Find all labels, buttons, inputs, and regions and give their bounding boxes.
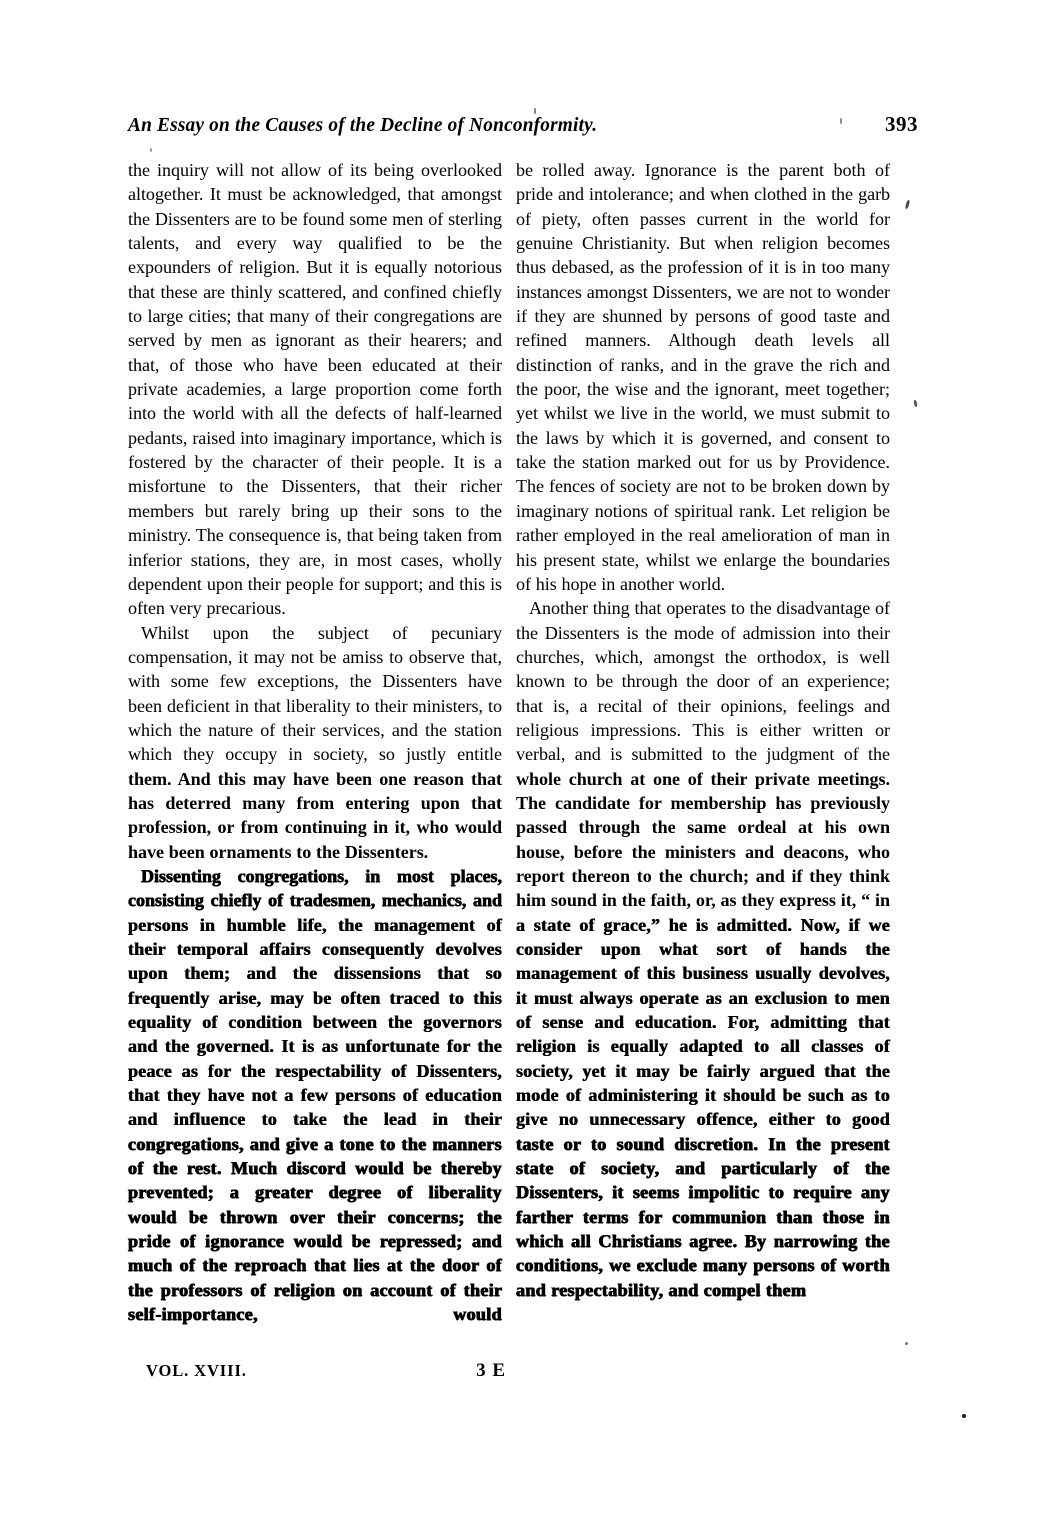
paragraph: Another thing that operates to the disadvantage of the Dissenters is the mode of admission into their churches, which, amongst the orthodox, is well known to be through the door of an experience; that is, a recital of their opinions, feelings and religious impressions. This is either written or verbal, and is submitted to the judgment of the whole church at one of their private meetings. The candidate for membership has previously passed through the same ordeal at his own house, before the ministers and deacons, who report thereon to the church; and if they think him sound in the faith, or, as they express it, “ in a state of grace,” he is admitted. Now, if we consider upon what sort of hands the management of this business usually devolves, it must always operate as an exclusion to men of sense and education. For, admitting that religion is equally adapted to all classes of society, yet it may be fairly argued that the mode of administering it should be such as to give no unnecessary offence, either to good taste or to sound discretion. In the present state of society, and particularly of the Dissenters, it seems impolitic to require any farther terms for communion than those in which all Christians agree. By narrowing the conditions, we exclude many persons of worth and respectability, and compel them — [516, 598, 891, 1300]
running-head — [128, 112, 918, 142]
scan-speck — [905, 200, 910, 209]
footer-collation-line — [146, 1360, 506, 1382]
paragraph: Dissenting congregations, in most places, consisting chiefly of tradesmen, mechanics, and persons in humble life, the management of their temporal affairs consequently devolves upon them; and the dissensions that so frequently arise, may be often traced to this equality of condition between the governors and the governed. It is as unfortunate for the peace as for the respectability of Dissenters, that they have not a few persons of education and influence to take the lead in their congregations, and give a tone to the manners of the rest. Much discord would be thereby prevented; a greater degree of liberality would be thrown over their concerns; the pride of ignorance would be repressed; and much of the reproach that lies at the door of the professors of religion on account of their self-importance, would — [128, 865, 503, 1325]
paragraph: Whilst upon the subject of pecuniary compensation, it may not be amiss to observe that, with some few exceptions, the Dissenters have been deficient in that liberality to their ministers, to which the nature of their services, and the station which they occupy in society, so justly entitle them. And this may have been one reason that has deterred many from entering upon that profession, or from continuing in it, who would have been ornaments to the Dissenters. — [128, 622, 503, 862]
scan-speck — [905, 1342, 908, 1345]
signature-mark: 3 E — [476, 1360, 506, 1381]
paragraph: be rolled away. Ignorance is the parent both of pride and intolerance; and when clothed in the garb of piety, often passes current in the world for genuine Christianity. But when religion becomes thus debased, as the profession of it is in too many instances amongst Dissenters, we are not to wonder if they are shunned by persons of good taste and refined manners. Although death levels all distinction of ranks, and in the grave the rich and the poor, the wise and the ignorant, meet together; yet whilst we live in the world, we must submit to the laws by which it is governed, and consent to take the station marked out for us by Providence. The fences of society are not to be broken down by imaginary notions of spiritual rank. Let religion be rather employed in the real amelioration of man in his present state, whilst we enlarge the boundaries of his hope in another world. — [516, 160, 891, 594]
scan-speck — [150, 148, 152, 152]
scan-speck — [840, 118, 842, 124]
column-right — [516, 158, 890, 1302]
running-head-title: An Essay on the Causes of the Decline of Nonconformity. — [128, 115, 598, 136]
column-left — [128, 158, 502, 1327]
volume-mark: VOL. XVIII. — [146, 1361, 247, 1380]
scan-speck — [534, 108, 536, 114]
scan-speck — [913, 400, 917, 407]
paragraph: the inquiry will not allow of its being overlooked altogether. It must be acknowledged, that amongst the Dissenters are to be found some men of sterling talents, and every way qualified to be the expounders of religion. But it is equally notorious that these are thinly scattered, and confined chiefly to large cities; that many of their congregations are served by men as ignorant as their hearers; and that, of those who have been educated at their private academies, a large proportion come forth into the world with all the defects of half-learned pedants, raised into imaginary importance, which is fostered by the character of their people. It is a misfortune to the Dissenters, that their richer members but rarely bring up their sons to the ministry. The consequence is, that being taken from inferior stations, they are, in most cases, wholly dependent upon their people for support; and this is often very precarious. — [128, 160, 503, 619]
scan-speck — [962, 1414, 966, 1418]
page-number: 393 — [885, 112, 918, 136]
